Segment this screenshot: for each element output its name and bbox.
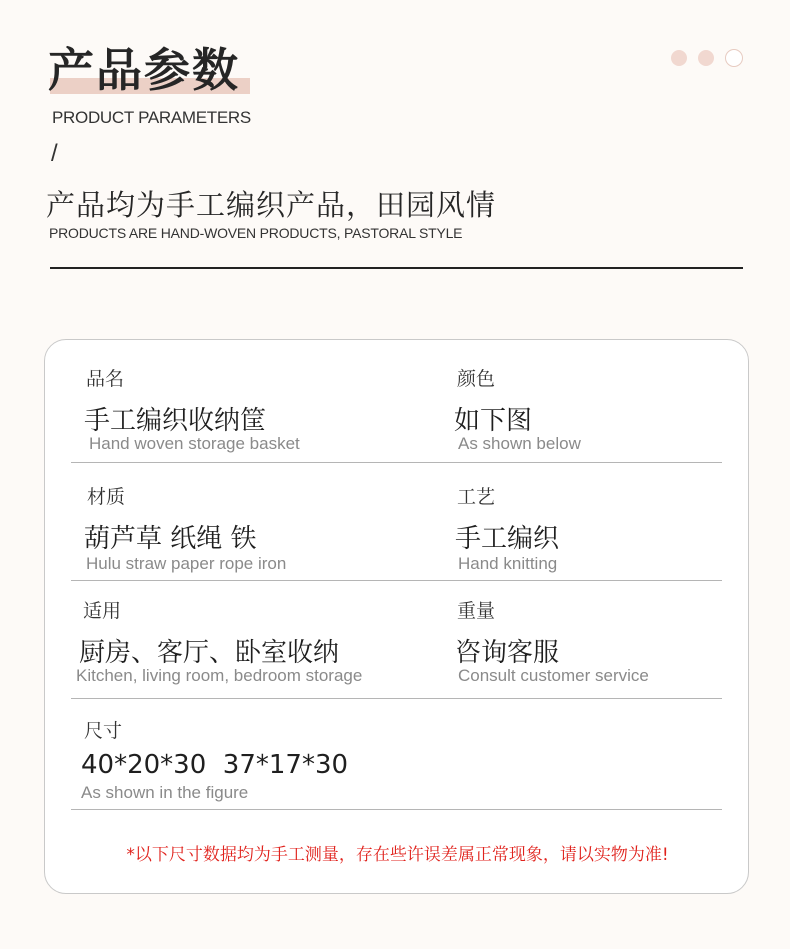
param-label: 适用: [83, 600, 122, 622]
params-card: [44, 339, 749, 894]
param-value-en: Hand knitting: [458, 554, 558, 573]
param-label: 工艺: [457, 486, 496, 508]
params-row: [71, 340, 722, 463]
param-value: 咨询客服: [455, 638, 560, 668]
param-value: 葫芦草 纸绳 铁: [84, 524, 257, 554]
dot-outline-icon: [725, 49, 743, 67]
title-block: [48, 40, 240, 100]
dot-icon: [698, 50, 714, 66]
param-value: 手工编织: [455, 524, 560, 554]
param-value: 手工编织收纳筐: [84, 406, 267, 436]
tagline: 产品均为手工编织产品，田园风情: [46, 188, 497, 222]
param-value-en: As shown in the figure: [81, 783, 249, 802]
slash-divider: /: [51, 140, 58, 167]
params-row: [71, 580, 722, 699]
param-value-en: Consult customer service: [458, 666, 649, 685]
param-label: 重量: [457, 600, 496, 622]
param-value: 厨房、客厅、卧室收纳: [79, 638, 340, 668]
page-subtitle-en: PRODUCT PARAMETERS: [52, 108, 251, 127]
decorative-dots: [671, 49, 743, 67]
page-title: 产品参数: [48, 43, 240, 97]
param-label: 颜色: [457, 368, 496, 390]
header-rule: [50, 267, 743, 269]
param-label: 尺寸: [84, 720, 123, 742]
measurement-note: *以下尺寸数据均为手工测量，存在些许误差属正常现象，请以实物为准!: [126, 845, 669, 865]
param-value: 如下图: [454, 406, 533, 436]
dot-icon: [671, 50, 687, 66]
params-row: [71, 698, 722, 810]
param-value-en: Hand woven storage basket: [89, 434, 300, 453]
param-label: 品名: [86, 368, 125, 390]
params-row: [71, 462, 722, 581]
param-label: 材质: [87, 486, 126, 508]
param-value-en: Hulu straw paper rope iron: [86, 554, 287, 573]
tagline-en: PRODUCTS ARE HAND-WOVEN PRODUCTS, PASTORAL STYLE: [49, 225, 463, 241]
param-value-en: As shown below: [458, 434, 581, 453]
param-value: 40*20*30 37*17*30: [81, 750, 349, 780]
param-value-en: Kitchen, living room, bedroom storage: [76, 666, 363, 685]
